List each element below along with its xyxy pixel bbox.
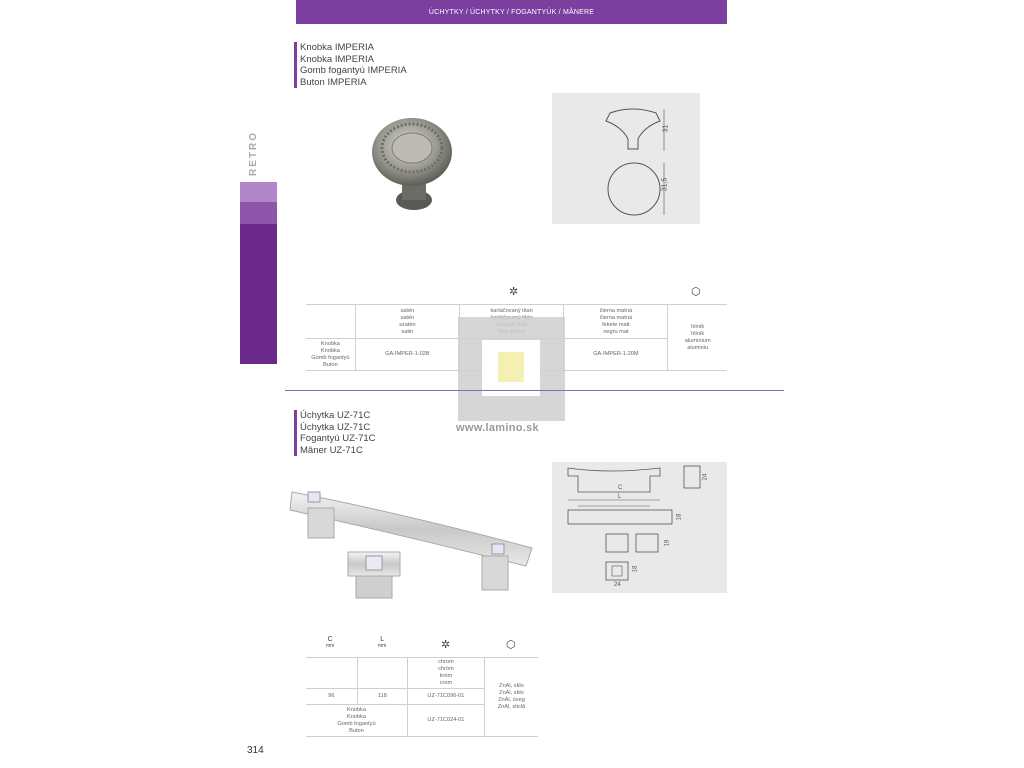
- dim-l-icon: L mm: [378, 636, 387, 649]
- dim-c-icon: C mm: [326, 636, 335, 649]
- product2-photo: [286, 474, 548, 600]
- product2-name-cz: Úchytka UZ-71C: [300, 421, 371, 433]
- dim-h1: 18: [676, 513, 683, 521]
- product2-name-sk: Úchytka UZ-71C: [300, 410, 371, 421]
- row-label: Knobka Knobka Gomb fogantyú Buton: [306, 339, 355, 371]
- section-divider: [285, 390, 784, 391]
- row2-label: Knobka Knobka Gomb fogantyú Buton: [306, 705, 407, 737]
- finish-titan: kartáčovaný titan: [459, 305, 564, 339]
- category-bar: [240, 182, 277, 364]
- finish-satin: satén satén szatén satin: [355, 305, 459, 339]
- dim-w: 24: [614, 582, 621, 588]
- category-label: RETRO: [248, 131, 259, 177]
- dim-h2: 19: [664, 539, 671, 547]
- row1-code: UZ-71C096-01: [407, 689, 484, 705]
- cubes-icon: ⬡: [691, 286, 701, 298]
- product1-name-hu: Gomb fogantyú IMPERIA: [300, 65, 407, 76]
- material-cell-2: ZnAl, sklo ZnAl, sklo ZnAl, üveg ZnAl, sticlă: [484, 658, 538, 737]
- section-banner: ÚCHYTKY / ÚCHYTKY / FOGANTYÚK / MÂNERE: [296, 0, 727, 24]
- dim-diameter: 31,5: [661, 177, 669, 192]
- product2-title: [294, 410, 376, 456]
- product1-photo: [362, 112, 462, 216]
- product1-name-cz: Knobka IMPERIA: [300, 53, 374, 65]
- material-cell: hliník hliník alumínium aluminiu: [668, 305, 727, 371]
- bug-icon: ✲: [509, 286, 519, 298]
- row2-code: UZ-71C024-01: [407, 705, 484, 737]
- product1-name-sk: Knobka IMPERIA: [300, 42, 374, 53]
- bug-icon: ✲: [441, 639, 451, 651]
- product2-name-ro: Mâner UZ-71C: [300, 444, 363, 456]
- dim-height: 31: [662, 124, 670, 133]
- code-black: GA-IMPER-1-20M: [564, 339, 668, 371]
- cubes-icon: ⬡: [506, 639, 516, 651]
- dim-h3: 18: [632, 565, 639, 573]
- product2-drawing: [552, 462, 727, 593]
- watermark-text: www.lamino.sk: [456, 422, 539, 434]
- product1-name-ro: Buton IMPERIA: [300, 76, 367, 88]
- row1-c: 96: [306, 689, 357, 705]
- watermark-accent: [498, 352, 524, 382]
- product2-table: [306, 657, 538, 737]
- code-satin: GA-IMPER-1-02B: [355, 339, 459, 371]
- dim-c: C: [618, 485, 623, 491]
- finish-black: čierna matná čierna matná fekete matt negru mat: [564, 305, 668, 339]
- row1-l: 118: [357, 689, 407, 705]
- product1-drawing: [552, 93, 700, 224]
- finish-chrome: chrom chróm króm crom: [407, 658, 484, 689]
- product1-title: [294, 42, 407, 88]
- page-number: 314: [247, 745, 264, 756]
- product2-name-hu: Fogantyú UZ-71C: [300, 433, 376, 444]
- dim-side: 24: [702, 473, 709, 481]
- dim-l: L: [618, 494, 622, 500]
